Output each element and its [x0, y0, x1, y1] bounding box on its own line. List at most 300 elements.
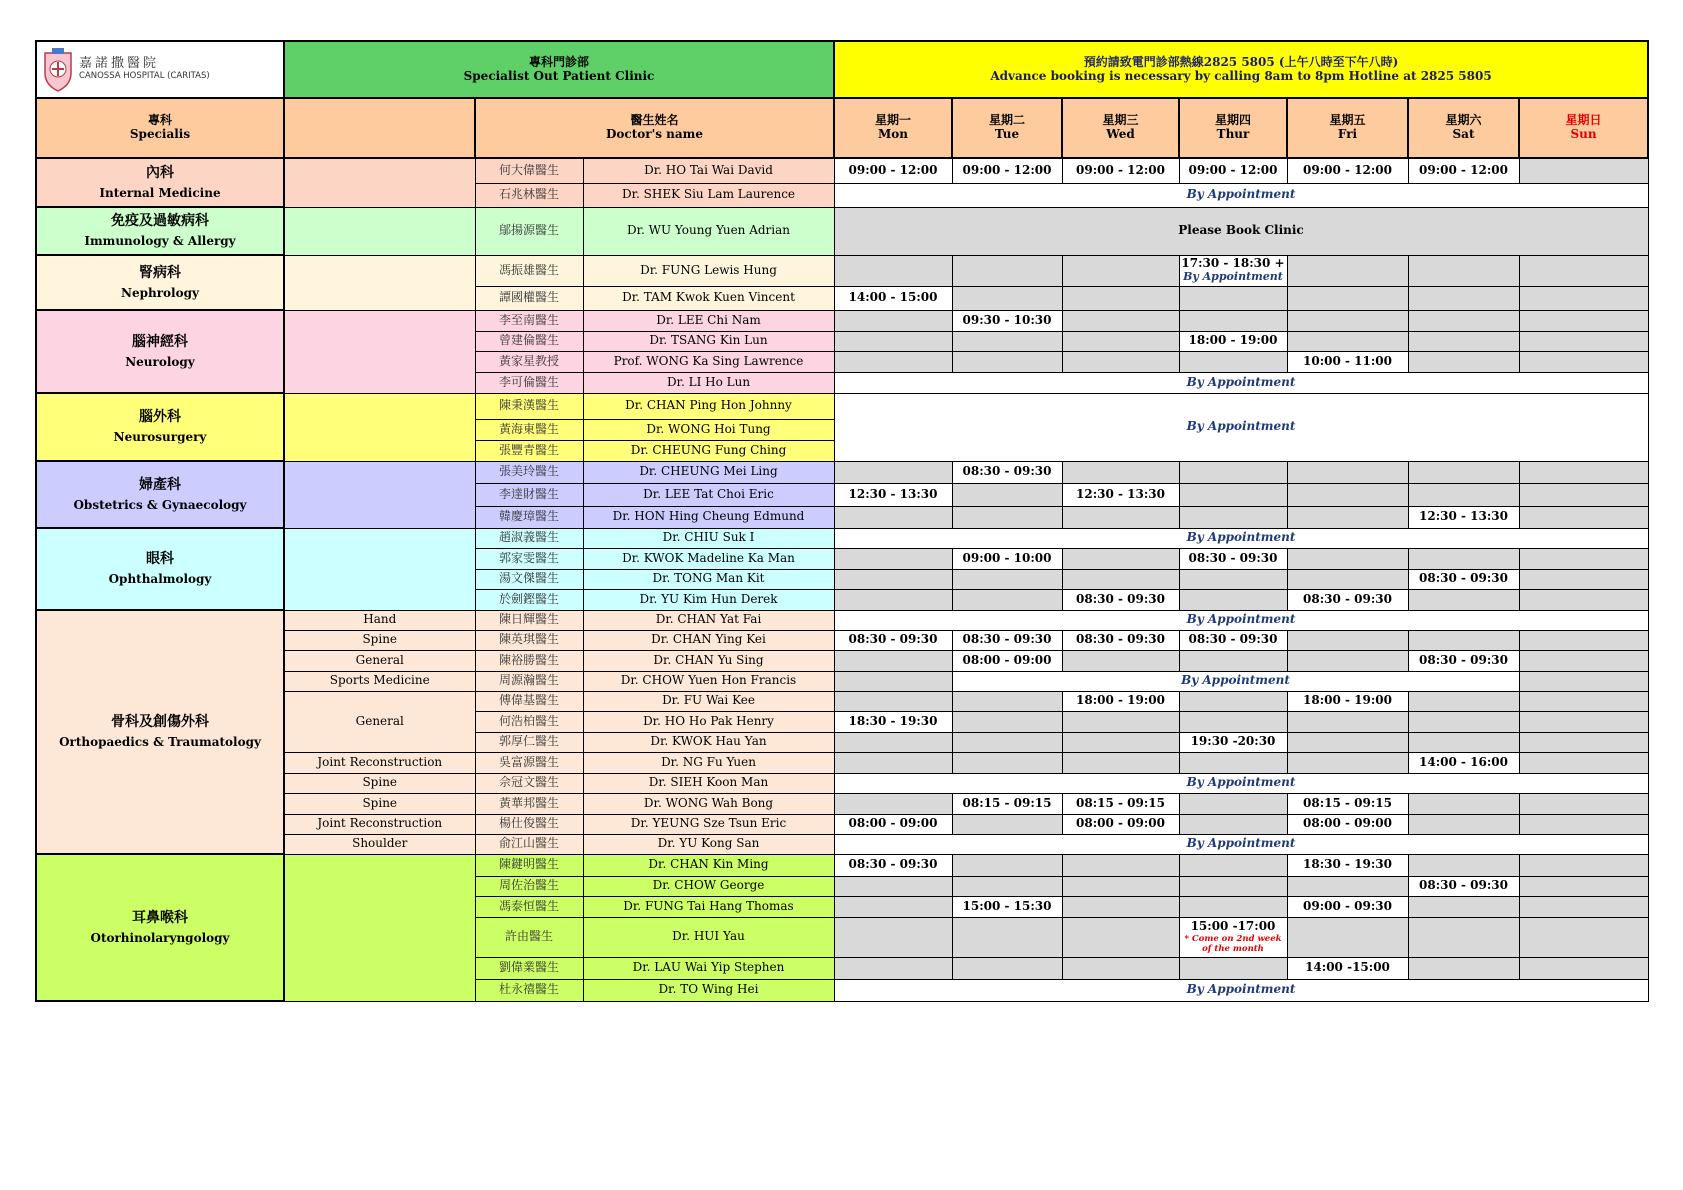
by-appointment: By Appointment	[952, 671, 1519, 691]
subspecialty-cell: Hand	[284, 610, 475, 630]
slot-tue	[952, 255, 1062, 286]
doctor-name-en: Dr. CHEUNG Fung Ching	[583, 440, 834, 461]
slot-fri	[1287, 158, 1408, 183]
slot-time: 08:30 - 09:30	[962, 464, 1052, 479]
col-day-wed	[1062, 98, 1179, 158]
slot-fri	[1287, 957, 1408, 979]
slot-tue	[952, 711, 1062, 732]
slot-thur	[1179, 732, 1287, 752]
by-appointment: By Appointment	[834, 372, 1648, 393]
slot-time: 12:30 - 13:30	[848, 486, 938, 501]
slot-mon	[834, 671, 952, 691]
slot-time: 09:00 - 12:00	[962, 162, 1052, 177]
slot-fri	[1287, 331, 1408, 351]
subspecialty-cell	[284, 393, 475, 461]
doctor-name-zh: 佘冠文醫生	[475, 773, 583, 793]
slot-fri	[1287, 286, 1408, 310]
specialty-zh: 內科	[146, 164, 174, 181]
subspecialty-cell	[284, 528, 475, 610]
doctor-name-en: Dr. TO Wing Hei	[583, 979, 834, 1001]
slot-mon	[834, 331, 952, 351]
slot-fri	[1287, 630, 1408, 650]
col-day-tue	[952, 98, 1062, 158]
day-zh: 星期六	[1445, 113, 1482, 128]
slot-time: 09:00 - 12:00	[1076, 162, 1165, 177]
doctor-name-en: Dr. CHAN Ping Hon Johnny	[583, 393, 834, 419]
slot-sun	[1519, 650, 1648, 671]
doctor-name-zh: 馮振雄醫生	[475, 255, 583, 286]
slot-wed	[1062, 483, 1179, 506]
slot-mon	[834, 483, 952, 506]
slot-mon	[834, 876, 952, 896]
doctor-name-zh: 郭家雯醫生	[475, 548, 583, 569]
doctor-name-en: Dr. KWOK Hau Yan	[583, 732, 834, 752]
doctor-name-zh: 俞江山醫生	[475, 834, 583, 854]
slot-sun	[1519, 255, 1648, 286]
subspecialty-cell: General	[284, 650, 475, 671]
day-en: Sun	[1570, 127, 1597, 141]
doctor-name-zh: 譚國權醫生	[475, 286, 583, 310]
slot-thur	[1179, 793, 1287, 814]
doctor-name-en: Dr. TONG Man Kit	[583, 569, 834, 589]
doctor-name-en: Prof. WONG Ka Sing Lawrence	[583, 351, 834, 372]
slot-fri	[1287, 732, 1408, 752]
slot-time: 18:00 - 19:00	[1303, 693, 1392, 708]
slot-sun	[1519, 691, 1648, 711]
doctor-name-zh: 陳日輝醫生	[475, 610, 583, 630]
slot-thur	[1179, 158, 1287, 183]
slot-wed	[1062, 548, 1179, 569]
by-appointment: By Appointment	[834, 773, 1648, 793]
slot-sat	[1408, 548, 1519, 569]
slot-wed	[1062, 255, 1179, 286]
slot-time: 12:30 - 13:30	[1076, 486, 1165, 501]
day-en: Wed	[1106, 127, 1135, 141]
slot-time: 10:00 - 11:00	[1303, 353, 1392, 368]
slot-time: 09:30 - 10:30	[962, 312, 1052, 327]
slot-mon	[834, 548, 952, 569]
slot-sun	[1519, 286, 1648, 310]
col-doctor-en: Doctor's name	[605, 127, 704, 141]
slot-time: 18:00 - 19:00	[1076, 693, 1165, 708]
doctor-name-zh: 吳富源醫生	[475, 752, 583, 773]
doctor-row	[36, 393, 1648, 419]
doctor-name-zh: 周佐治醫生	[475, 876, 583, 896]
slot-thur	[1179, 957, 1287, 979]
hospital-crest-icon	[41, 47, 75, 93]
slot-mon	[834, 814, 952, 834]
slot-sat	[1408, 569, 1519, 589]
slot-sat	[1408, 854, 1519, 876]
slot-time: 08:30 - 09:30	[1419, 878, 1508, 893]
slot-time: 14:00 -15:00	[1305, 960, 1390, 975]
slot-tue	[952, 569, 1062, 589]
slot-appointment: By Appointment	[1183, 270, 1283, 284]
slot-time: 19:30 -20:30	[1190, 734, 1276, 749]
doctor-name-zh: 陳鍵明醫生	[475, 854, 583, 876]
slot-mon	[834, 158, 952, 183]
doctor-name-zh: 杜永禧醫生	[475, 979, 583, 1001]
col-day-sat	[1408, 98, 1519, 158]
doctor-name-en: Dr. FUNG Lewis Hung	[583, 255, 834, 286]
slot-time: 09:00 - 10:00	[962, 550, 1052, 565]
slot-mon	[834, 854, 952, 876]
slot-thur	[1179, 255, 1287, 286]
slot-sun	[1519, 876, 1648, 896]
specialty-cell	[36, 854, 284, 1001]
slot-mon	[834, 732, 952, 752]
doctor-name-en: Dr. YU Kong San	[583, 834, 834, 854]
slot-sun	[1519, 310, 1648, 331]
doctor-name-zh: 黃華邦醫生	[475, 793, 583, 814]
slot-wed	[1062, 814, 1179, 834]
doctor-name-en: Dr. FU Wai Kee	[583, 691, 834, 711]
specialty-en: Orthopaedics & Traumatology	[59, 735, 261, 750]
slot-fri	[1287, 255, 1408, 286]
col-day-thur	[1179, 98, 1287, 158]
subspecialty-cell	[284, 255, 475, 310]
doctor-name-zh: 石兆林醫生	[475, 183, 583, 207]
slot-sat	[1408, 255, 1519, 286]
slot-thur	[1179, 630, 1287, 650]
slot-mon	[834, 310, 952, 331]
doctor-name-zh: 張豐青醫生	[475, 440, 583, 461]
slot-sat	[1408, 752, 1519, 773]
specialty-zh: 骨科及創傷外科	[111, 714, 209, 731]
slot-wed	[1062, 650, 1179, 671]
slot-tue	[952, 854, 1062, 876]
slot-sun	[1519, 732, 1648, 752]
by-appointment: By Appointment	[834, 834, 1648, 854]
slot-wed	[1062, 854, 1179, 876]
doctor-name-en: Dr. HUI Yau	[583, 917, 834, 957]
slot-thur	[1179, 286, 1287, 310]
specialty-cell	[36, 610, 284, 854]
slot-time: 08:30 - 09:30	[1076, 632, 1165, 647]
specialty-cell	[36, 393, 284, 461]
logo-block	[37, 44, 283, 96]
doctor-name-zh: 黃海東醫生	[475, 419, 583, 440]
slot-mon	[834, 286, 952, 310]
specialty-cell	[36, 461, 284, 528]
specialty-zh: 婦產科	[139, 476, 181, 493]
slot-sat	[1408, 630, 1519, 650]
col-day-sun	[1519, 98, 1648, 158]
slot-time: 08:30 - 09:30	[962, 632, 1052, 647]
slot-mon	[834, 255, 952, 286]
slot-tue	[952, 286, 1062, 310]
slot-thur	[1179, 351, 1287, 372]
by-appointment: By Appointment	[834, 610, 1648, 630]
slot-mon	[834, 957, 952, 979]
doctor-row	[36, 207, 1648, 255]
slot-tue	[952, 310, 1062, 331]
slot-sat	[1408, 506, 1519, 528]
doctor-name-zh: 劉偉業醫生	[475, 957, 583, 979]
slot-sun	[1519, 793, 1648, 814]
doctor-name-zh: 陳裕勝醫生	[475, 650, 583, 671]
doctor-name-en: Dr. LEE Chi Nam	[583, 310, 834, 331]
slot-thur	[1179, 548, 1287, 569]
slot-tue	[952, 793, 1062, 814]
doctor-row	[36, 158, 1648, 183]
slot-mon	[834, 650, 952, 671]
subspecialty-cell	[284, 461, 475, 528]
slot-time: 09:00 - 09:30	[1303, 898, 1392, 913]
slot-sat	[1408, 310, 1519, 331]
slot-time: 15:00 -17:00	[1190, 918, 1276, 933]
slot-thur	[1179, 331, 1287, 351]
slot-time: 08:00 - 09:00	[848, 816, 938, 831]
slot-mon	[834, 351, 952, 372]
specialty-en: Immunology & Allergy	[84, 234, 236, 249]
slot-time: 14:00 - 15:00	[848, 290, 938, 305]
slot-thur	[1179, 876, 1287, 896]
specialty-cell	[36, 255, 284, 310]
slot-time: 09:00 - 12:00	[1188, 162, 1278, 177]
slot-tue	[952, 732, 1062, 752]
doctor-name-en: Dr. KWOK Madeline Ka Man	[583, 548, 834, 569]
slot-fri	[1287, 814, 1408, 834]
specialty-zh: 腎病科	[139, 264, 181, 281]
slot-mon	[834, 506, 952, 528]
slot-mon	[834, 691, 952, 711]
by-appointment: By Appointment	[834, 528, 1648, 548]
day-zh: 星期四	[1214, 113, 1251, 128]
slot-sun	[1519, 483, 1648, 506]
doctor-name-zh: 於劍鏗醫生	[475, 589, 583, 610]
specialty-en: Nephrology	[121, 285, 199, 300]
slot-fri	[1287, 711, 1408, 732]
slot-time: 08:30 - 09:30	[1419, 571, 1508, 586]
slot-tue	[952, 630, 1062, 650]
specialty-en: Internal Medicine	[99, 185, 221, 200]
subspecialty-cell: Sports Medicine	[284, 671, 475, 691]
slot-sun	[1519, 896, 1648, 917]
doctor-name-zh: 陳英琪醫生	[475, 630, 583, 650]
doctor-name-en: Dr. TAM Kwok Kuen Vincent	[583, 286, 834, 310]
slot-wed	[1062, 630, 1179, 650]
specialty-cell	[36, 207, 284, 255]
slot-fri	[1287, 548, 1408, 569]
doctor-name-en: Dr. SIEH Koon Man	[583, 773, 834, 793]
slot-sat	[1408, 814, 1519, 834]
booking-banner	[834, 41, 1648, 98]
doctor-name-en: Dr. CHAN Ying Kei	[583, 630, 834, 650]
day-zh: 星期日	[1565, 113, 1602, 128]
specialty-zh: 耳鼻喉科	[132, 909, 188, 926]
slot-sat	[1408, 711, 1519, 732]
slot-fri	[1287, 569, 1408, 589]
slot-time: 08:30 - 09:30	[848, 857, 938, 872]
slot-wed	[1062, 876, 1179, 896]
doctor-name-zh: 李可倫醫生	[475, 372, 583, 393]
day-zh: 星期五	[1329, 113, 1366, 128]
slot-tue	[952, 650, 1062, 671]
col-specialty-header	[36, 98, 284, 158]
doctor-name-en: Dr. NG Fu Yuen	[583, 752, 834, 773]
slot-sat	[1408, 331, 1519, 351]
subspecialty-cell	[284, 207, 475, 255]
slot-mon	[834, 589, 952, 610]
doctor-name-en: Dr. HO Ho Pak Henry	[583, 711, 834, 732]
specialty-cell	[36, 158, 284, 207]
slot-tue	[952, 506, 1062, 528]
slot-sat	[1408, 732, 1519, 752]
doctor-name-zh: 周源瀚醫生	[475, 671, 583, 691]
col-specialty-zh: 專科	[147, 113, 172, 128]
slot-wed	[1062, 461, 1179, 483]
slot-time: 08:00 - 09:00	[1076, 816, 1165, 831]
slot-fri	[1287, 483, 1408, 506]
doctor-name-en: Dr. CHAN Kin Ming	[583, 854, 834, 876]
slot-sun	[1519, 569, 1648, 589]
day-zh: 星期三	[1102, 113, 1139, 128]
day-en: Tue	[994, 127, 1020, 141]
slot-sun	[1519, 917, 1648, 957]
slot-fri	[1287, 650, 1408, 671]
slot-fri	[1287, 351, 1408, 372]
slot-time: 14:00 - 16:00	[1419, 754, 1508, 769]
slot-wed	[1062, 158, 1179, 183]
slot-thur	[1179, 589, 1287, 610]
slot-time: 08:30 - 09:30	[1419, 652, 1508, 667]
slot-mon	[834, 752, 952, 773]
slot-sun	[1519, 158, 1648, 183]
slot-time: 15:00 - 15:30	[962, 898, 1052, 913]
slot-time: 09:00 - 12:00	[1419, 162, 1508, 177]
slot-thur	[1179, 917, 1287, 957]
slot-sun	[1519, 957, 1648, 979]
slot-sat	[1408, 793, 1519, 814]
doctor-row	[36, 854, 1648, 876]
clinic-title-en: Specialist Out Patient Clinic	[463, 68, 655, 83]
slot-thur	[1179, 854, 1287, 876]
specialty-en: Obstetrics & Gynaecology	[73, 497, 247, 512]
slot-time: 08:30 - 09:30	[1188, 550, 1278, 565]
slot-sun	[1519, 331, 1648, 351]
slot-time: 17:30 - 18:30 +	[1181, 256, 1285, 271]
slot-sat	[1408, 483, 1519, 506]
specialty-en: Neurosurgery	[113, 430, 207, 445]
schedule-table	[35, 40, 1649, 1002]
subspecialty-cell	[284, 158, 475, 207]
slot-time: 18:00 - 19:00	[1188, 333, 1278, 348]
slot-wed	[1062, 752, 1179, 773]
slot-fri	[1287, 461, 1408, 483]
day-en: Fri	[1337, 127, 1358, 141]
subspecialty-cell: Spine	[284, 793, 475, 814]
slot-tue	[952, 876, 1062, 896]
doctor-name-zh: 傅偉基醫生	[475, 691, 583, 711]
slot-fri	[1287, 917, 1408, 957]
slot-sun	[1519, 752, 1648, 773]
slot-tue	[952, 548, 1062, 569]
by-appointment: By Appointment	[834, 979, 1648, 1001]
slot-sun	[1519, 589, 1648, 610]
slot-fri	[1287, 793, 1408, 814]
slot-wed	[1062, 506, 1179, 528]
logo-name-en: CANOSSA HOSPITAL (CARITAS)	[79, 71, 210, 82]
slot-time: 18:30 - 19:30	[848, 713, 938, 728]
specialty-zh: 眼科	[146, 551, 174, 568]
slot-mon	[834, 917, 952, 957]
slot-mon	[834, 711, 952, 732]
slot-sat	[1408, 158, 1519, 183]
slot-sun	[1519, 854, 1648, 876]
slot-wed	[1062, 793, 1179, 814]
doctor-name-zh: 張美玲醫生	[475, 461, 583, 483]
slot-thur	[1179, 752, 1287, 773]
slot-tue	[952, 896, 1062, 917]
slot-fri	[1287, 854, 1408, 876]
slot-tue	[952, 691, 1062, 711]
slot-sat	[1408, 351, 1519, 372]
slot-thur	[1179, 896, 1287, 917]
doctor-name-en: Dr. CHOW Yuen Hon Francis	[583, 671, 834, 691]
doctor-name-zh: 李達財醫生	[475, 483, 583, 506]
slot-thur	[1179, 461, 1287, 483]
slot-thur	[1179, 569, 1287, 589]
slot-wed	[1062, 732, 1179, 752]
slot-sat	[1408, 461, 1519, 483]
logo-name-zh: 嘉諾撒醫院	[79, 56, 160, 72]
doctor-name-zh: 黃家星教授	[475, 351, 583, 372]
doctor-name-zh: 曾建倫醫生	[475, 331, 583, 351]
col-subspecialty-header	[284, 98, 475, 158]
slot-wed	[1062, 286, 1179, 310]
slot-tue	[952, 917, 1062, 957]
day-en: Thur	[1216, 127, 1250, 141]
slot-sat	[1408, 650, 1519, 671]
slot-time: 08:30 - 09:30	[1188, 632, 1278, 647]
slot-wed	[1062, 569, 1179, 589]
doctor-name-zh: 許由醫生	[475, 917, 583, 957]
doctor-name-zh: 陳秉漢醫生	[475, 393, 583, 419]
slot-sun	[1519, 548, 1648, 569]
slot-sat	[1408, 896, 1519, 917]
slot-thur	[1179, 814, 1287, 834]
slot-sun	[1519, 630, 1648, 650]
please-book-clinic: Please Book Clinic	[834, 207, 1648, 255]
doctor-name-en: Dr. TSANG Kin Lun	[583, 331, 834, 351]
slot-wed	[1062, 917, 1179, 957]
slot-wed	[1062, 310, 1179, 331]
doctor-name-zh: 郭厚仁醫生	[475, 732, 583, 752]
slot-thur	[1179, 310, 1287, 331]
clinic-title-zh: 專科門診部	[528, 54, 589, 69]
doctor-row	[36, 461, 1648, 483]
doctor-name-en: Dr. CHOW George	[583, 876, 834, 896]
doctor-name-en: Dr. LEE Tat Choi Eric	[583, 483, 834, 506]
doctor-name-en: Dr. CHIU Suk I	[583, 528, 834, 548]
slot-thur	[1179, 506, 1287, 528]
doctor-name-en: Dr. CHAN Yat Fai	[583, 610, 834, 630]
subspecialty-cell: Spine	[284, 773, 475, 793]
slot-time: 08:00 - 09:00	[962, 652, 1052, 667]
doctor-name-en: Dr. CHAN Yu Sing	[583, 650, 834, 671]
slot-time: 18:30 - 19:30	[1303, 857, 1392, 872]
slot-tue	[952, 158, 1062, 183]
doctor-name-zh: 何大偉醫生	[475, 158, 583, 183]
doctor-name-zh: 趙淑義醫生	[475, 528, 583, 548]
doctor-name-en: Dr. FUNG Tai Hang Thomas	[583, 896, 834, 917]
doctor-row	[36, 310, 1648, 331]
doctor-name-en: Dr. WU Young Yuen Adrian	[583, 207, 834, 255]
slot-time: 08:30 - 09:30	[1303, 591, 1392, 606]
slot-fri	[1287, 506, 1408, 528]
slot-tue	[952, 957, 1062, 979]
